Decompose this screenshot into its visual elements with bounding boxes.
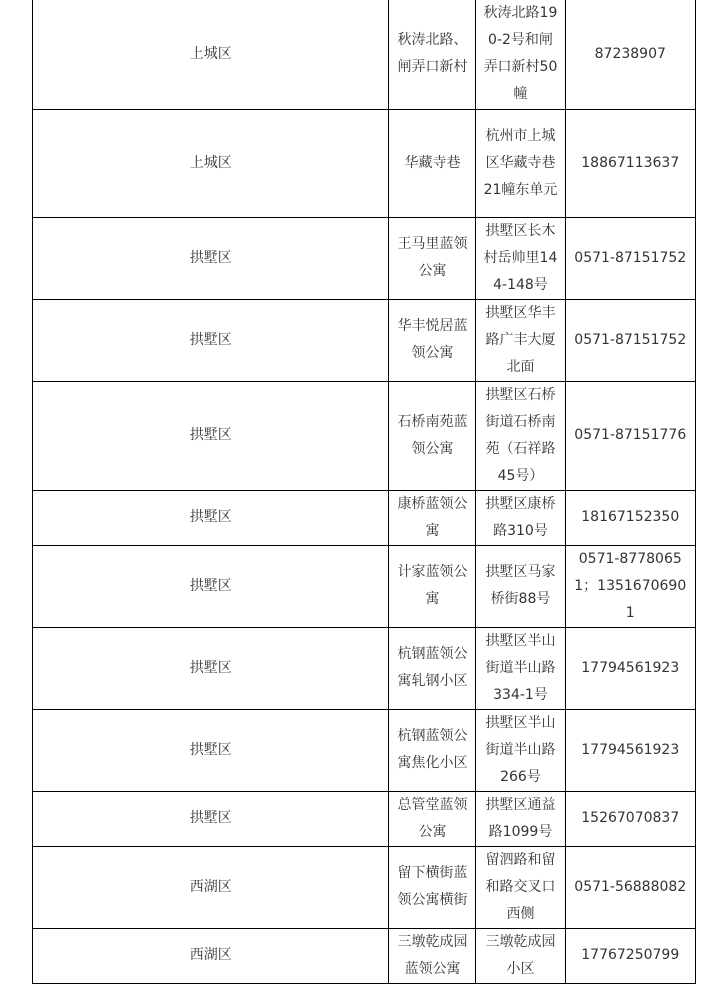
apartment-name-cell: 康桥蓝领公寓 <box>389 490 476 545</box>
phone-cell: 0571-87780651；13516706901 <box>565 545 695 627</box>
district-cell: 西湖区 <box>33 928 389 983</box>
phone-cell: 15267070837 <box>565 791 695 846</box>
phone-cell: 17794561923 <box>565 627 695 709</box>
table-row <box>33 217 696 299</box>
phone-cell: 0571-56888082 <box>565 846 695 928</box>
district-cell: 拱墅区 <box>33 217 389 299</box>
apartment-name-cell: 华丰悦居蓝领公寓 <box>389 299 476 381</box>
table-row <box>33 0 696 109</box>
district-cell: 拱墅区 <box>33 381 389 490</box>
apartment-name-cell: 王马里蓝领公寓 <box>389 217 476 299</box>
address-cell: 拱墅区马家桥街88号 <box>476 545 565 627</box>
table-row <box>33 709 696 791</box>
apartment-name-cell: 三墩乾成园蓝领公寓 <box>389 928 476 983</box>
table-body <box>33 0 696 983</box>
table-row <box>33 545 696 627</box>
apartment-name-cell: 计家蓝领公寓 <box>389 545 476 627</box>
address-cell: 三墩乾成园小区 <box>476 928 565 983</box>
address-cell: 拱墅区半山街道半山路266号 <box>476 709 565 791</box>
table-row <box>33 299 696 381</box>
district-cell: 上城区 <box>33 109 389 217</box>
apartment-name-cell: 秋涛北路、闸弄口新村 <box>389 0 476 109</box>
phone-cell: 17794561923 <box>565 709 695 791</box>
apartment-name-cell: 华藏寺巷 <box>389 109 476 217</box>
phone-cell: 18167152350 <box>565 490 695 545</box>
address-cell: 杭州市上城区华藏寺巷21幢东单元 <box>476 109 565 217</box>
table-row <box>33 627 696 709</box>
apartment-name-cell: 杭钢蓝领公寓焦化小区 <box>389 709 476 791</box>
address-cell: 留泗路和留和路交叉口西侧 <box>476 846 565 928</box>
district-cell: 拱墅区 <box>33 490 389 545</box>
phone-cell: 0571-87151776 <box>565 381 695 490</box>
district-cell: 拱墅区 <box>33 627 389 709</box>
phone-cell: 17767250799 <box>565 928 695 983</box>
table-row <box>33 846 696 928</box>
district-cell: 拱墅区 <box>33 545 389 627</box>
apartment-table <box>32 0 696 984</box>
address-cell: 拱墅区华丰路广丰大厦北面 <box>476 299 565 381</box>
address-cell: 拱墅区康桥路310号 <box>476 490 565 545</box>
apartment-name-cell: 石桥南苑蓝领公寓 <box>389 381 476 490</box>
district-cell: 拱墅区 <box>33 299 389 381</box>
address-cell: 秋涛北路190-2号和闸弄口新村50幢 <box>476 0 565 109</box>
district-cell: 西湖区 <box>33 846 389 928</box>
apartment-name-cell: 总管堂蓝领公寓 <box>389 791 476 846</box>
address-cell: 拱墅区长木村岳帅里144-148号 <box>476 217 565 299</box>
apartment-name-cell: 留下横街蓝领公寓横街 <box>389 846 476 928</box>
address-cell: 拱墅区通益路1099号 <box>476 791 565 846</box>
table-row <box>33 109 696 217</box>
phone-cell: 87238907 <box>565 0 695 109</box>
address-cell: 拱墅区石桥街道石桥南苑（石祥路45号） <box>476 381 565 490</box>
district-cell: 拱墅区 <box>33 791 389 846</box>
address-cell: 拱墅区半山街道半山路334-1号 <box>476 627 565 709</box>
table-row <box>33 381 696 490</box>
district-cell: 上城区 <box>33 0 389 109</box>
phone-cell: 0571-87151752 <box>565 299 695 381</box>
phone-cell: 0571-87151752 <box>565 217 695 299</box>
table-row <box>33 791 696 846</box>
table-row <box>33 490 696 545</box>
phone-cell: 18867113637 <box>565 109 695 217</box>
apartment-name-cell: 杭钢蓝领公寓轧钢小区 <box>389 627 476 709</box>
table-row <box>33 928 696 983</box>
district-cell: 拱墅区 <box>33 709 389 791</box>
